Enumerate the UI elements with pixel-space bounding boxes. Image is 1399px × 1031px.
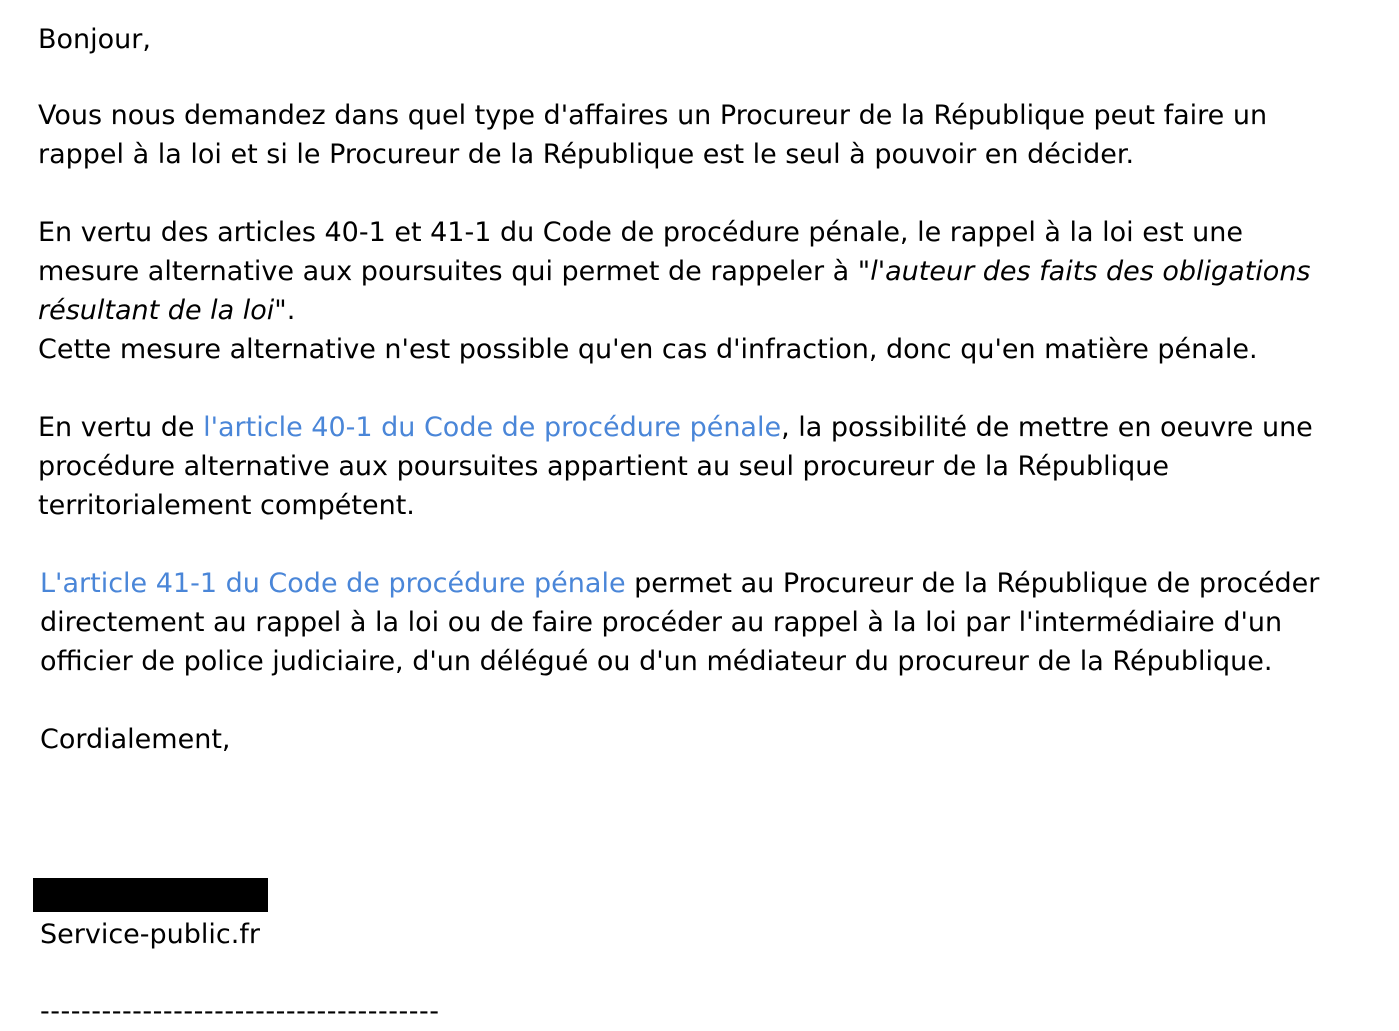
paragraph-article-41-line-1 <box>40 564 1319 603</box>
paragraph-articles-line-2-text: mesure alternative aux poursuites qui permet de rappeler à " <box>38 256 871 287</box>
separator-line: --------------------------------------- <box>40 996 440 1027</box>
signature: Service-public.fr <box>40 919 260 950</box>
quote-italic-part-2: résultant de la loi <box>38 295 275 326</box>
paragraph-question-line-2: rappel à la loi et si le Procureur de la République est le seul à pouvoir en décider. <box>38 139 1135 170</box>
article-40-1-link[interactable]: l'article 40-1 du Code de procédure pénale <box>203 412 782 443</box>
paragraph-articles-line-3 <box>38 291 295 330</box>
paragraph-article-40-suffix: , la possibilité de mettre en oeuvre une <box>781 412 1313 443</box>
greeting: Bonjour, <box>38 24 151 55</box>
paragraph-article-40-line-2: procédure alternative aux poursuites appartient au seul procureur de la République <box>38 451 1169 482</box>
paragraph-articles-line-1: En vertu des articles 40-1 et 41-1 du Code de procédure pénale, le rappel à la loi est une <box>38 217 1243 248</box>
redacted-name-block <box>33 878 268 912</box>
paragraph-article-41-suffix: permet au Procureur de la République de procéder <box>625 568 1320 599</box>
quote-italic-part-1: l'auteur des faits des obligations <box>870 256 1311 287</box>
paragraph-articles-line-3-text: ". <box>274 295 296 326</box>
paragraph-article-40-line-3: territorialement compétent. <box>38 490 415 521</box>
paragraph-articles-line-4: Cette mesure alternative n'est possible qu'en cas d'infraction, donc qu'en matière pénale. <box>38 334 1258 365</box>
closing: Cordialement, <box>40 724 231 755</box>
paragraph-articles-line-2 <box>38 252 1311 291</box>
paragraph-article-41-line-2: directement au rappel à la loi ou de faire procéder au rappel à la loi par l'intermédiaire d'un <box>40 607 1283 638</box>
article-41-1-link[interactable]: L'article 41-1 du Code de procédure pénale <box>40 568 626 599</box>
paragraph-question-line-1: Vous nous demandez dans quel type d'affaires un Procureur de la République peut faire un <box>38 100 1268 131</box>
paragraph-article-41-line-3: officier de police judiciaire, d'un délégué ou d'un médiateur du procureur de la République. <box>40 646 1273 677</box>
paragraph-article-40-prefix: En vertu de <box>38 412 204 443</box>
paragraph-article-40-line-1 <box>38 408 1313 447</box>
